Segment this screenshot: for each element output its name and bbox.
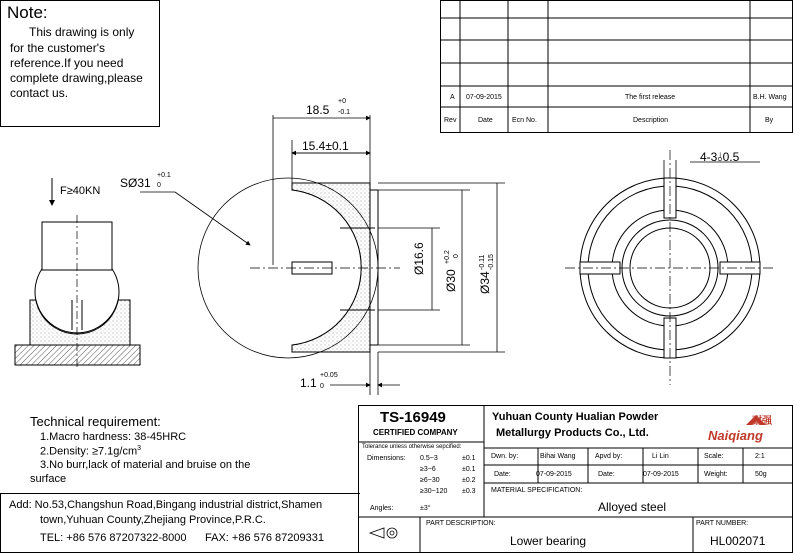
dim-30-tol-up: +0.2 bbox=[444, 250, 451, 264]
fax-text: FAX: +86 576 87209331 bbox=[205, 532, 324, 544]
dim-1-1: 1.1 bbox=[300, 376, 317, 390]
cert-sub: CERTIFIED COMPANY bbox=[373, 428, 458, 437]
tech-density: 2.Density: ≥7.1g/cm bbox=[40, 445, 138, 458]
dim-30: Ø30 bbox=[444, 269, 458, 292]
dim-sphere: SØ31 bbox=[120, 176, 151, 190]
date2-label: Date: bbox=[598, 471, 615, 478]
slot-count: 4-3 bbox=[700, 150, 718, 164]
rev-header: Rev bbox=[444, 117, 457, 124]
note-line: contact us. bbox=[10, 86, 69, 100]
address-line: town,Yuhuan County,Zhejiang Province,P.R.C. bbox=[40, 514, 266, 526]
weight-label: Weight: bbox=[704, 471, 728, 478]
brand-name: Naiqiang bbox=[708, 428, 763, 443]
angles-label: Angles: bbox=[370, 505, 394, 512]
ecn-header: Ecn No. bbox=[512, 117, 537, 124]
note-line: for the customer's bbox=[10, 41, 105, 55]
rev-value: A bbox=[450, 94, 455, 101]
rev-by-value: B.H. Wang bbox=[753, 94, 787, 101]
dim-30-tol-dn: 0 bbox=[453, 254, 460, 258]
cert-text: TS-16949 bbox=[380, 409, 446, 426]
dim-sphere-tol-up: +0.1 bbox=[157, 172, 171, 179]
weight-value: 50g bbox=[755, 471, 767, 478]
scale-value: 2:1 bbox=[755, 453, 765, 460]
apvd-label: Apvd by: bbox=[595, 453, 623, 460]
slot-depth: 0.5 bbox=[722, 150, 740, 164]
dim-label: Dimensions: bbox=[367, 455, 406, 462]
tol-range: 0.5~3 bbox=[420, 455, 438, 462]
rev-date-value: 07-09-2015 bbox=[466, 94, 502, 101]
projection-symbol-icon bbox=[370, 528, 397, 538]
tech-title: Technical requirement: bbox=[30, 414, 161, 429]
address-line: Add: No.53,Changshun Road,Bingang industrial district,Shamen bbox=[9, 499, 323, 511]
tel-text: TEL: +86 576 87207322-8000 bbox=[40, 532, 187, 544]
density-sup: 3 bbox=[137, 445, 142, 452]
part-desc-label: PART DESCRIPTION: bbox=[426, 520, 496, 527]
part-desc-value: Lower bearing bbox=[510, 534, 587, 548]
dwn-value: Bihai Wang bbox=[540, 453, 576, 460]
dim-16-6: Ø16.6 bbox=[412, 242, 426, 275]
tol-range: ≥3~6 bbox=[420, 466, 436, 473]
tol-value: ±0.1 bbox=[462, 455, 476, 462]
dim-sphere-tol-dn: 0 bbox=[157, 182, 161, 189]
tech-item: surface bbox=[30, 473, 67, 485]
by-header: By bbox=[765, 117, 774, 124]
dim-18-5: 18.5 bbox=[306, 103, 330, 117]
tol-head: Tolerance unless otherwise sepcified: bbox=[362, 444, 462, 450]
apvd-value: Li Lin bbox=[652, 453, 669, 460]
company-line2: Metallurgy Products Co., Ltd. bbox=[496, 427, 649, 439]
force-label: F≥40KN bbox=[60, 185, 101, 197]
part-number-label: PART NUMBER: bbox=[696, 520, 749, 527]
dim-1-1-tol-up: +0.05 bbox=[320, 372, 338, 379]
dim-slot bbox=[700, 150, 739, 165]
dim-15-4: 15.4±0.1 bbox=[302, 139, 349, 153]
dim-34-tol-up: -0.11 bbox=[479, 254, 486, 270]
dwn-label: Dwn. by: bbox=[491, 453, 519, 460]
date1-label: Date: bbox=[494, 471, 511, 478]
brand-cn: 耐强 bbox=[752, 416, 772, 427]
note-line: complete drawing,please bbox=[10, 71, 143, 85]
dim-18-5-tol-dn: -0.1 bbox=[338, 109, 351, 116]
scale-label: Scale: bbox=[704, 453, 724, 460]
tol-range: ≥6~30 bbox=[420, 477, 440, 484]
date-header: Date bbox=[478, 117, 493, 124]
note-line: This drawing is only bbox=[29, 25, 135, 39]
note-line: reference.If you need bbox=[10, 56, 124, 70]
tol-value: ±0.2 bbox=[462, 477, 476, 484]
material-label: MATERIAL SPECIFICATION: bbox=[491, 487, 583, 494]
tol-value: ±0.1 bbox=[462, 466, 476, 473]
material-value: Alloyed steel bbox=[598, 500, 667, 514]
date2-value: 07-09-2015 bbox=[643, 471, 679, 478]
part-number-value: HL002071 bbox=[710, 534, 766, 548]
section-view bbox=[250, 183, 400, 352]
front-view bbox=[565, 150, 775, 385]
tech-item bbox=[40, 445, 141, 458]
tech-item: 1.Macro hardness: 38-45HRC bbox=[40, 431, 187, 443]
dim-18-5-tol-up: +0 bbox=[338, 98, 346, 105]
tol-range: ≥30~120 bbox=[420, 488, 448, 495]
date1-value: 07-09-2015 bbox=[536, 471, 572, 478]
rev-desc-value: The first release bbox=[625, 94, 676, 101]
dim-1-1-tol-dn: 0 bbox=[320, 383, 324, 390]
assembly-sketch bbox=[15, 178, 140, 370]
depth-icon: ⫰ bbox=[717, 150, 723, 164]
angles-value: ±3° bbox=[420, 505, 431, 512]
tech-item: 3.No burr,lack of material and bruise on the bbox=[40, 459, 251, 471]
dim-34: Ø34 bbox=[478, 271, 492, 294]
company-line1: Yuhuan County Hualian Powder bbox=[492, 411, 659, 423]
dim-34-tol-dn: -0.15 bbox=[488, 254, 495, 270]
description-header: Description bbox=[633, 117, 669, 124]
note-title: Note: bbox=[7, 3, 48, 22]
tol-value: ±0.3 bbox=[462, 488, 476, 495]
